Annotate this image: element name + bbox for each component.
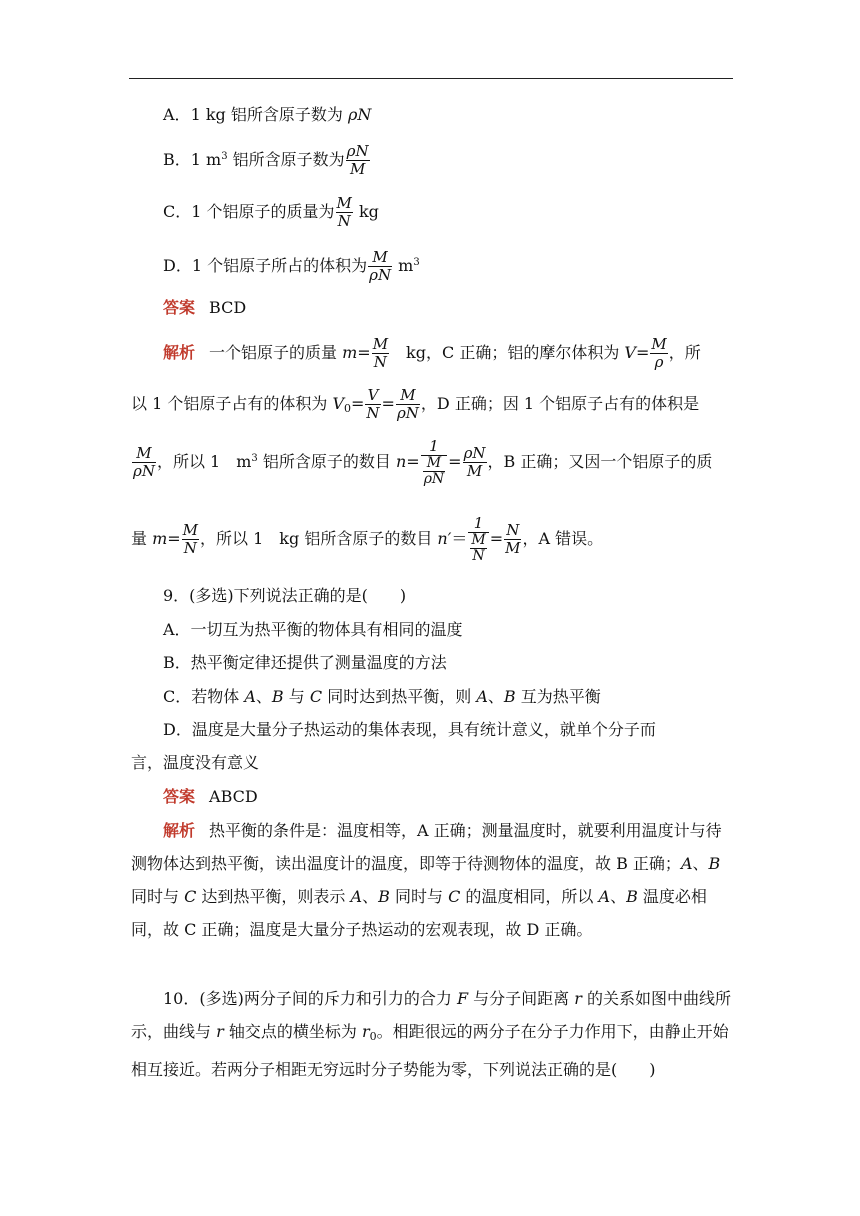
fraction: $\frac{V}{N}$ xyxy=(366,386,380,422)
nested-fraction: $\frac{1}{\frac{M}{N}}$ xyxy=(468,515,488,564)
answer-label: 答案 xyxy=(163,787,196,806)
fraction: $\frac{M}{N}$ xyxy=(372,335,389,371)
fraction: $\frac{M}{\rho}$ xyxy=(651,335,667,371)
q8-option-a xyxy=(163,104,371,126)
header-rule xyxy=(129,78,733,79)
fraction: $\frac{M}{N}$ xyxy=(182,521,199,557)
option-label: A． xyxy=(163,105,191,124)
q9-option-d-line-1: D．温度是大量分子热运动的集体表现，具有统计意义，就单个分子而 xyxy=(163,720,656,739)
answer-label: 答案 xyxy=(163,298,196,317)
analysis-label: 解析 xyxy=(163,821,196,840)
q8-analysis-line-1: 解析 一个铝原子的质量 m= $\frac{M}{N}$ kg，C 正确；铝的摩尔体积为 V= $\frac{M}{\rho}$ ，所 xyxy=(163,335,701,371)
option-label: C． xyxy=(163,202,192,221)
q8-analysis-line-3: $\frac{M}{\rho N}$ ，所以 1 $m^3$ 铝所含原子的数目 n= $\frac{1}{\frac{M}{\rho N}}$ = $\frac{\rho N}{M}$ ，B 正确；又因一个铝原子的质 xyxy=(133,437,713,487)
q8-option-c xyxy=(163,195,379,230)
unit: m xyxy=(393,256,414,275)
q8-option-b xyxy=(163,143,371,178)
superscript: 3 xyxy=(413,257,420,268)
option-label: B． xyxy=(163,150,191,169)
fraction: $\frac{N}{M}$ xyxy=(505,521,521,557)
unit: kg xyxy=(353,202,379,221)
q9-option-a: A．一切互为热平衡的物体具有相同的温度 xyxy=(163,620,463,639)
option-text: 1 个铝原子所占的体积为 xyxy=(191,256,368,275)
option-text: 1 kg 铝所含原子数为 xyxy=(190,105,348,124)
option-text: 铝所含原子数为 xyxy=(227,150,345,169)
fraction: $\frac{M}{\rho N}$ xyxy=(133,444,155,480)
nested-fraction: $\frac{1}{\frac{M}{\rho N}}$ xyxy=(421,438,447,487)
option-text: 1 个铝原子的质量为 xyxy=(191,202,335,221)
fraction: $\frac{\rho N}{M}$ xyxy=(463,444,486,480)
option-expr: ρN xyxy=(347,105,372,124)
q8-analysis-line-2: 以 1 个铝原子占有的体积为 $V_0=$ $\frac{V}{N}$ = $\frac{M}{\rho N}$ ，D 正确；因 1 个铝原子占有的体积是 xyxy=(131,386,700,422)
answer-value: BCD xyxy=(209,298,247,317)
fraction: $\frac{\rho N}{M}$ xyxy=(346,142,369,178)
option-text: 1 m xyxy=(190,150,222,169)
q9-answer xyxy=(163,786,258,808)
q8-option-d xyxy=(163,249,420,284)
q9-option-c: C．若物体 A、B 与 C 同时达到热平衡，则 A、B 互为热平衡 xyxy=(163,687,601,706)
fraction: $\frac{M}{N}$ xyxy=(336,194,352,230)
superscript: 3 xyxy=(221,151,228,162)
q9-option-d-line-2: 言，温度没有意义 xyxy=(131,753,260,772)
q9-analysis: 解析 热平衡的条件是：温度相等，A 正确；测量温度时，就要利用温度计与待测物体达到热平衡，读出温度计的温度，即等于待测物体的温度，故 B 正确；A、B 同时与 C 达到热平衡，则表示 A、B 同时与 C 的温度相同，所以 A、B 温度必相同，故 C 正确；温度是大量分子热运动的宏观表现，故 D 正确。 xyxy=(131,821,722,939)
q9-option-b: B．热平衡定律还提供了测量温度的方法 xyxy=(163,653,447,672)
option-label: D． xyxy=(163,256,192,275)
fraction: $\frac{M}{\rho N}$ xyxy=(369,248,392,284)
q10-stem: 10．(多选)两分子间的斥力和引力的合力 F 与分子间距离 r 的关系如图中曲线所示，曲线与 r 轴交点的横坐标为 $r_0$。相距很远的两分子在分子力作用下，由静止开始相互接近。若两分子相距无穷远时分子势能为零，下列说法正确的是( ) xyxy=(131,989,731,1079)
analysis-label: 解析 xyxy=(163,343,196,362)
fraction: $\frac{M}{\rho N}$ xyxy=(396,386,419,422)
q8-answer xyxy=(163,297,246,319)
q9-stem: 9．(多选)下列说法正确的是( ) xyxy=(163,586,407,605)
q8-analysis-line-4: 量 m= $\frac{M}{N}$ ，所以 1 kg 铝所含原子的数目 n′＝ $\frac{1}{\frac{M}{N}}$ = $\frac{N}{M}$ ，A 错误。 xyxy=(131,514,604,564)
answer-value: ABCD xyxy=(209,787,258,806)
